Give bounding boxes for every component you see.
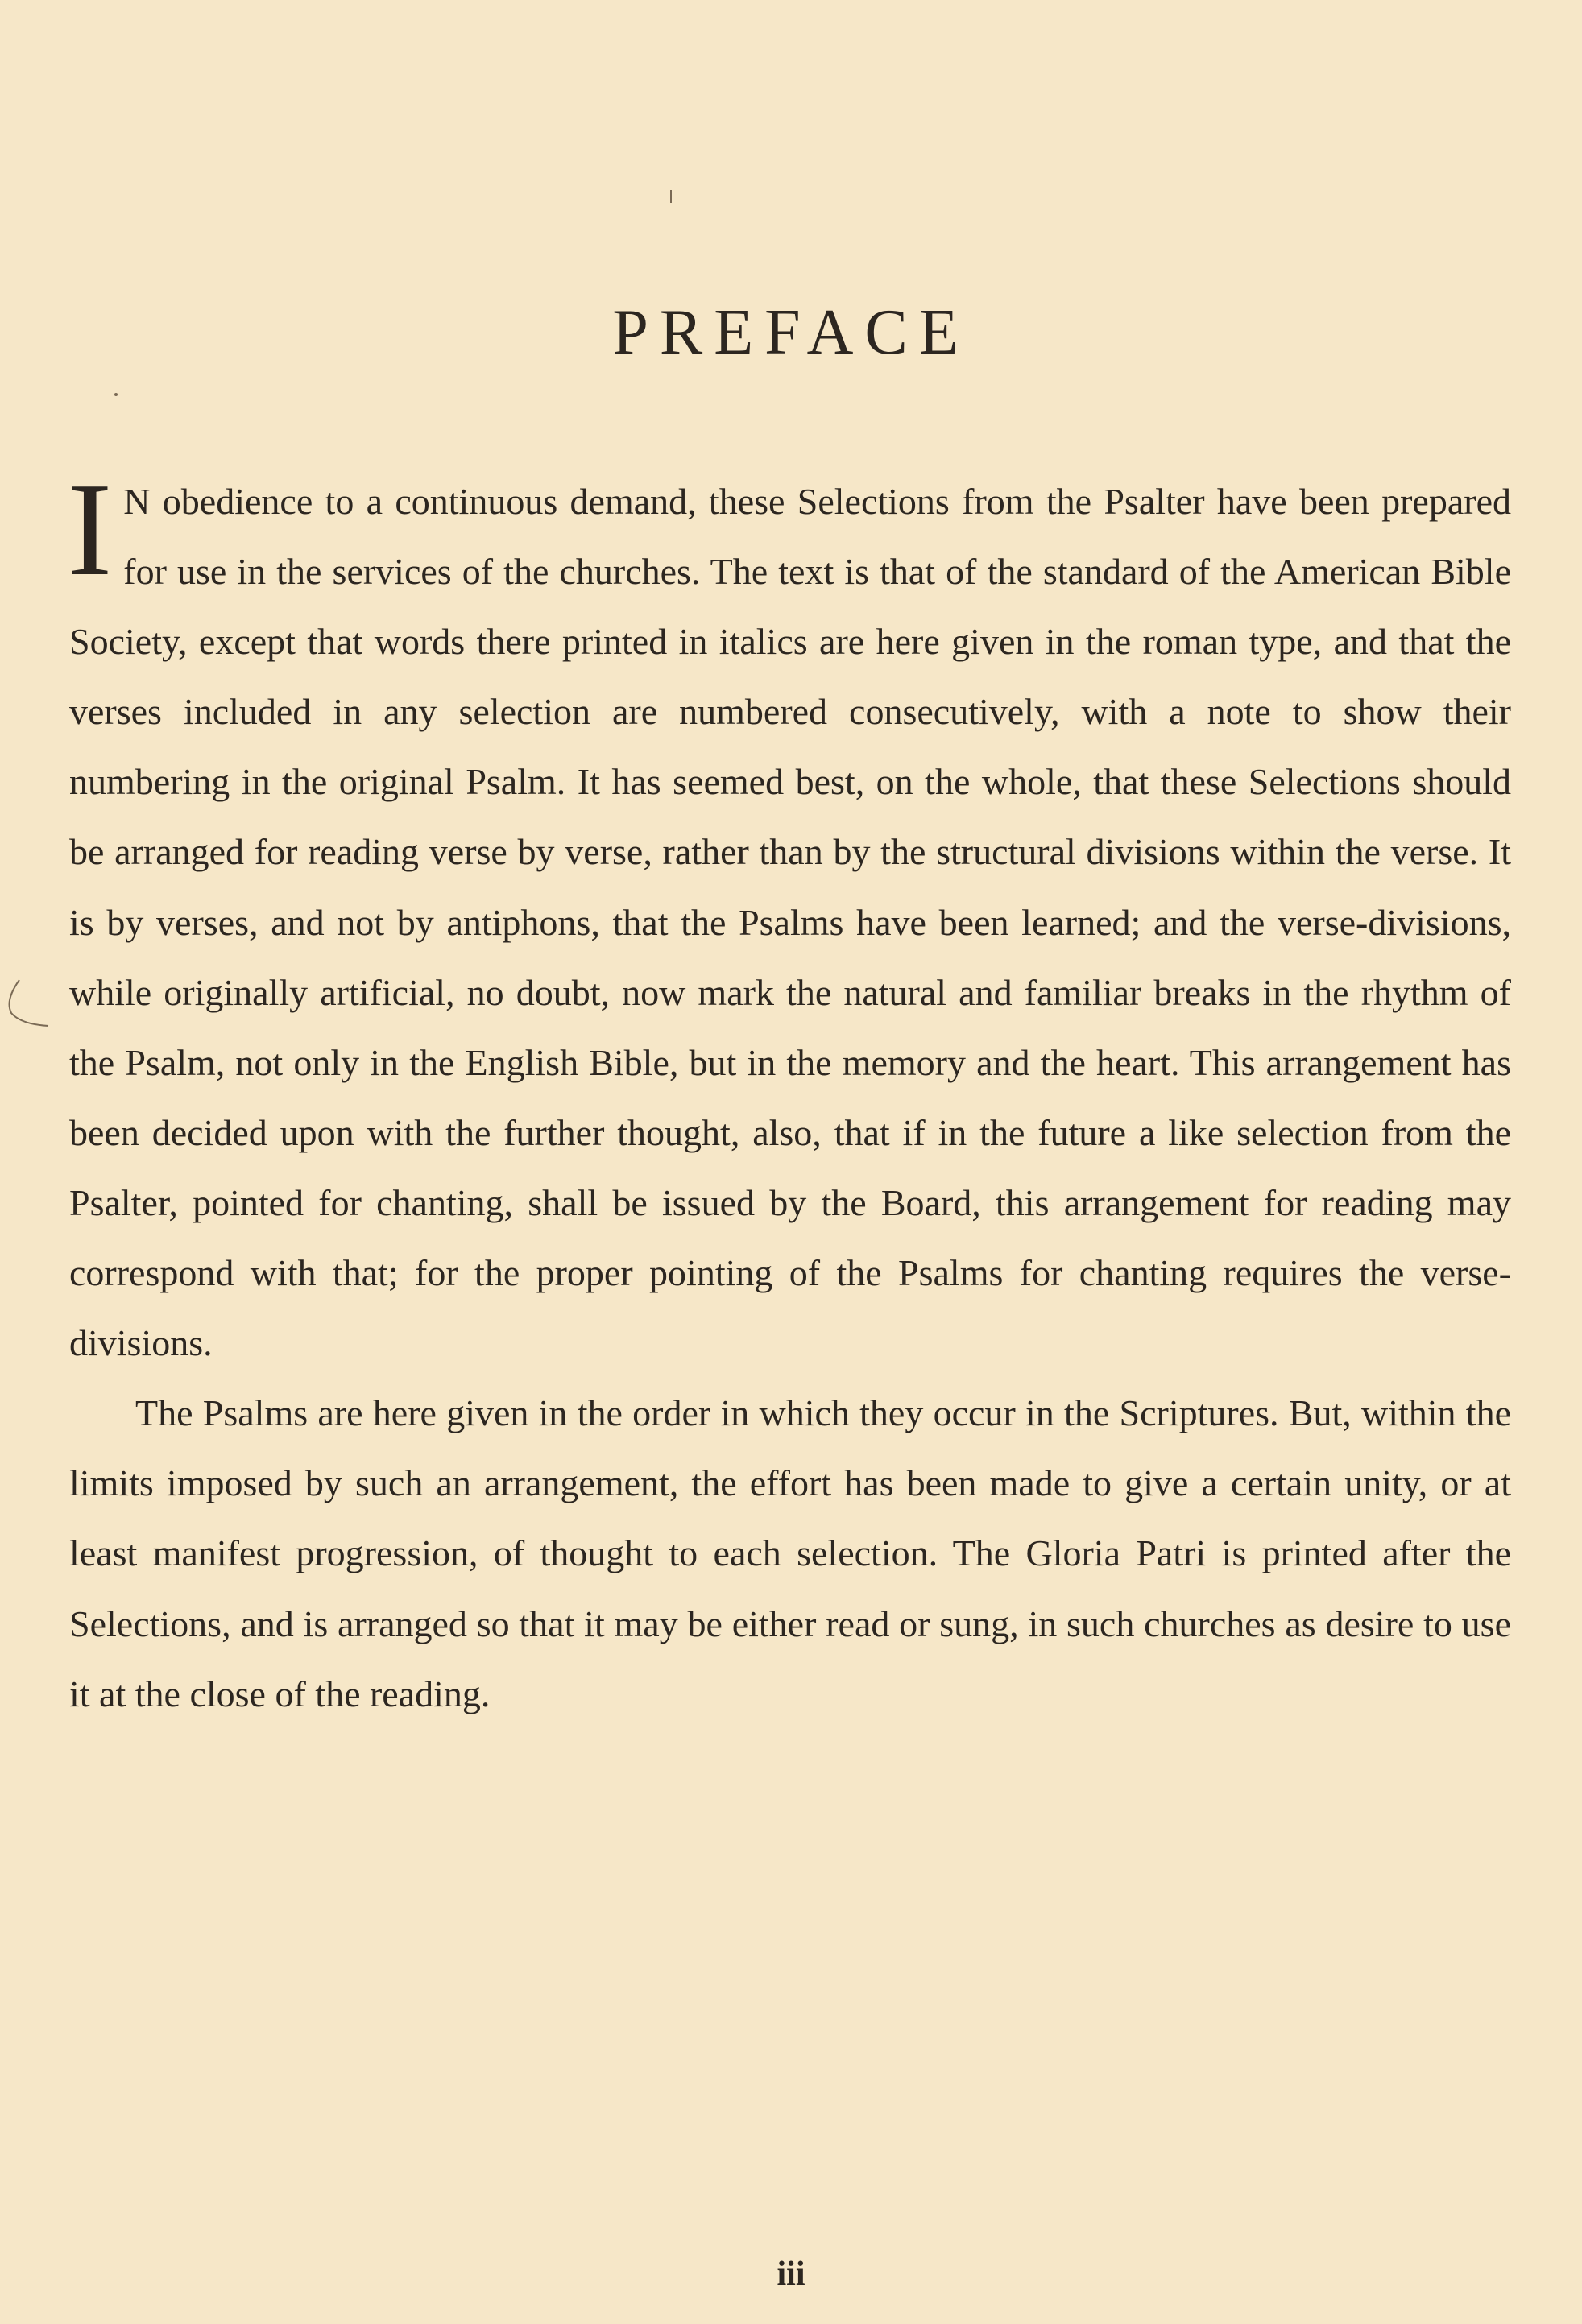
margin-pencil-mark bbox=[3, 976, 52, 1040]
drop-cap: I bbox=[68, 455, 113, 603]
page-number: iii bbox=[777, 2256, 805, 2293]
preface-body bbox=[68, 455, 1511, 1729]
ink-speck bbox=[114, 393, 118, 396]
paragraph-1 bbox=[68, 455, 1511, 1378]
ink-speck bbox=[670, 190, 672, 203]
paragraph-1-text: N obedience to a continuous demand, these Selections from the Psalter have been prepared for use in the services of the churches. The text is that of the standard of the American Bible Society, except that words there printed in italics are here given in the roman type, and that the verses included in any selection are numbered consecutively, with a note to show their numbering in the original Psalm. It has seemed best, on the whole, that these Selections should be arranged for reading verse by verse, rather than by the structural divisions within the verse. It is by verses, and not by antiphons, that the Psalms have been learned; and the verse-divisions, while originally artificial, no doubt, now mark the natural and familiar breaks in the rhythm of the Psalm, not only in the English Bible, but in the memory and the heart. This arrangement has been decided upon with the further thought, also, that if in the future a like selection from the Psalter, pointed for chanting, shall be issued by the Board, this arrangement for reading may correspond with that; for the proper pointing of the Psalms for chanting requires the verse-divisions. bbox=[69, 481, 1511, 1364]
page-title: PREFACE bbox=[612, 297, 970, 368]
paragraph-2-text: The Psalms are here given in the order in which they occur in the Scriptures. But, within the limits imposed by such an arrangement, the effort has been made to give a certain unity, or at least manifest progression, of thought to each selection. The Gloria Patri is printed after the Selections, and is arranged so that it may be either read or sung, in such churches as desire to use it at the close of the reading. bbox=[69, 1392, 1511, 1714]
paragraph-2 bbox=[69, 1378, 1511, 1728]
